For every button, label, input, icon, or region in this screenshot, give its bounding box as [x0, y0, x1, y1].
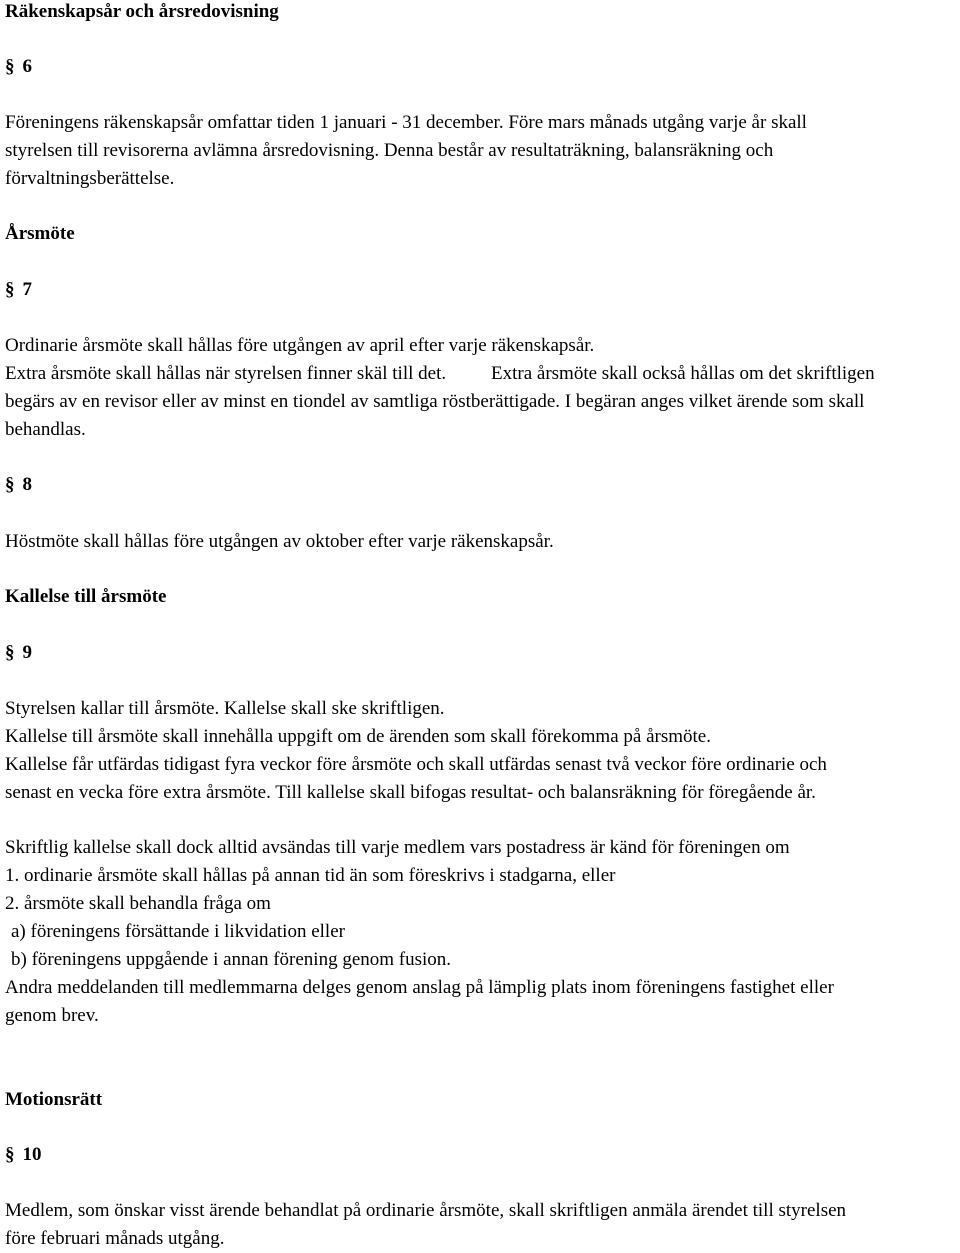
paragraph-number-6 [5, 53, 32, 81]
text-line: Skriftlig kallelse skall dock alltid avsändas till varje medlem vars postadress är känd för föreningen om [5, 837, 790, 858]
paragraph-number-text: 10 [22, 1144, 42, 1165]
paragraph-number-10 [5, 1141, 42, 1169]
paragraph-number-text: 7 [22, 279, 32, 300]
text-line: före februari månads utgång. [5, 1228, 225, 1249]
text-line: senast en vecka före extra årsmöte. Till kallelse skall bifogas resultat- och balansräkning för föregående år. [5, 782, 816, 803]
text-line: behandlas. [5, 419, 86, 440]
section-sign: § [5, 642, 15, 663]
section-heading-motionsratt: Motionsrätt [5, 1089, 103, 1110]
text-line: begärs av en revisor eller av minst en tiondel av samtliga röstberättigade. I begäran anges vilket ärende som skall [5, 391, 865, 412]
text-line: Höstmöte skall hållas före utgången av oktober efter varje räkenskapsår. [5, 531, 554, 552]
text-line: Extra årsmöte skall också hållas om det skriftligen [491, 363, 875, 384]
text-line: b) föreningens uppgående i annan förening genom fusion. [11, 949, 452, 970]
section-heading-kallelse: Kallelse till årsmöte [5, 586, 167, 607]
section-heading-arsmote: Årsmöte [5, 223, 75, 244]
text-line: Andra meddelanden till medlemmarna delges genom anslag på lämplig plats inom föreningens fastighet eller [5, 977, 834, 998]
paragraph-number-8 [5, 471, 32, 499]
section-sign: § [5, 279, 15, 300]
text-line: styrelsen till revisorerna avlämna årsredovisning. Denna består av resultaträkning, balansräkning och [5, 140, 774, 161]
text-line: a) föreningens försättande i likvidation eller [11, 921, 345, 942]
paragraph-number-9 [5, 639, 32, 667]
text-line: Kallelse till årsmöte skall innehålla uppgift om de ärenden som skall förekomma på årsmöte. [5, 726, 711, 747]
text-line: Extra årsmöte skall hållas när styrelsen finner skäl till det. [5, 363, 447, 384]
text-line: förvaltningsberättelse. [5, 168, 175, 189]
paragraph-number-text: 6 [22, 56, 32, 77]
section-sign: § [5, 474, 15, 495]
text-line: Föreningens räkenskapsår omfattar tiden 1 januari - 31 december. Före mars månads utgång varje år skall [5, 112, 807, 133]
text-line: Medlem, som önskar visst ärende behandlat på ordinarie årsmöte, skall skriftligen anmäla ärendet till styrelsen [5, 1200, 847, 1221]
section-sign: § [5, 1144, 15, 1165]
section-sign: § [5, 56, 15, 77]
text-line: 1. ordinarie årsmöte skall hållas på annan tid än som föreskrivs i stadgarna, eller [5, 865, 616, 886]
text-line: Kallelse får utfärdas tidigast fyra veckor före årsmöte och skall utfärdas senast två veckor före ordinarie och [5, 754, 827, 775]
text-line: genom brev. [5, 1005, 99, 1026]
text-line: Ordinarie årsmöte skall hållas före utgången av april efter varje räkenskapsår. [5, 335, 595, 356]
section-heading-rakenskapsar: Räkenskapsår och årsredovisning [5, 1, 279, 22]
paragraph-number-text: 9 [22, 642, 32, 663]
text-line: Styrelsen kallar till årsmöte. Kallelse skall ske skriftligen. [5, 698, 445, 719]
text-line: 2. årsmöte skall behandla fråga om [5, 893, 271, 914]
paragraph-number-7 [5, 276, 32, 304]
paragraph-number-text: 8 [22, 474, 32, 495]
